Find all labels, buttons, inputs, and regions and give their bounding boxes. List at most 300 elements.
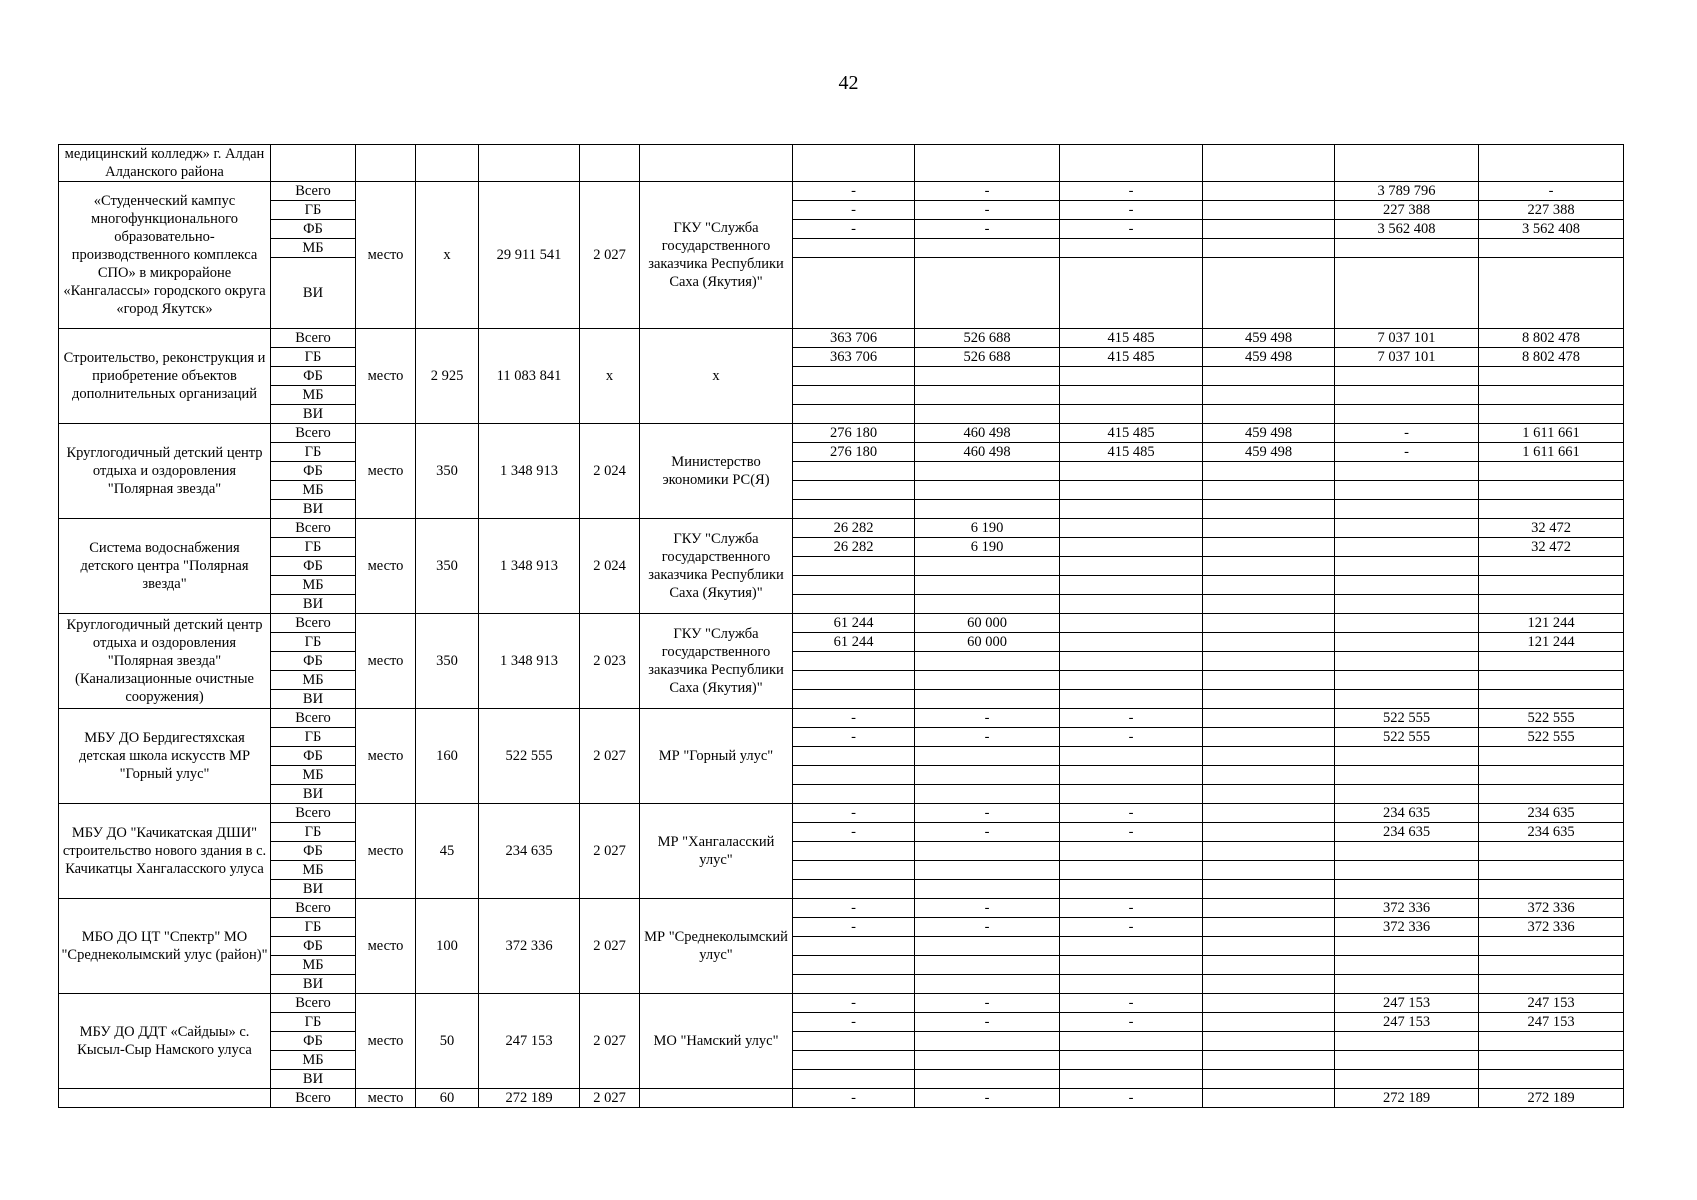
value-cell: 1 611 661 (1479, 424, 1624, 443)
value-cell (1203, 709, 1335, 728)
value-cell (1203, 633, 1335, 652)
value-cell (915, 557, 1060, 576)
year-cell: 2 027 (580, 182, 640, 329)
funding-source-cell: МБ (271, 671, 356, 690)
value-cell (793, 576, 915, 595)
unit-cell: место (356, 182, 416, 329)
object-name-cell (59, 1089, 271, 1108)
value-cell: - (1335, 424, 1479, 443)
table-row (59, 975, 1624, 994)
value-cell: - (1060, 1089, 1203, 1108)
value-cell: - (915, 1013, 1060, 1032)
value-cell (915, 258, 1060, 329)
value-cell: 26 282 (793, 519, 915, 538)
value-cell (1335, 557, 1479, 576)
value-cell (1203, 918, 1335, 937)
value-cell (1060, 1070, 1203, 1089)
value-cell: 247 153 (1479, 1013, 1624, 1032)
value-cell: - (915, 709, 1060, 728)
value-cell (1479, 842, 1624, 861)
value-cell (1060, 937, 1203, 956)
value-cell (1060, 1032, 1203, 1051)
value-cell (1335, 842, 1479, 861)
table-row (59, 937, 1624, 956)
funding-source-cell: МБ (271, 481, 356, 500)
value-cell (1479, 239, 1624, 258)
value-cell (1335, 671, 1479, 690)
capacity-cell: х (416, 182, 479, 329)
value-cell: 234 635 (1335, 804, 1479, 823)
value-cell (793, 975, 915, 994)
value-cell (915, 671, 1060, 690)
value-cell (1060, 671, 1203, 690)
cost-cell: 1 348 913 (479, 424, 580, 519)
value-cell (1060, 557, 1203, 576)
value-cell (1335, 1070, 1479, 1089)
value-cell: 3 562 408 (1479, 220, 1624, 239)
funding-source-cell: ВИ (271, 405, 356, 424)
value-cell: - (793, 1013, 915, 1032)
empty-cell (479, 145, 580, 182)
unit-cell: место (356, 709, 416, 804)
value-cell: - (793, 918, 915, 937)
value-cell (915, 386, 1060, 405)
empty-cell (356, 145, 416, 182)
value-cell: 276 180 (793, 443, 915, 462)
value-cell (1479, 367, 1624, 386)
value-cell (793, 1070, 915, 1089)
funding-source-cell: ФБ (271, 652, 356, 671)
value-cell (1203, 956, 1335, 975)
value-cell (915, 880, 1060, 899)
value-cell (915, 462, 1060, 481)
value-cell: - (1060, 918, 1203, 937)
value-cell (1203, 367, 1335, 386)
value-cell (915, 1051, 1060, 1070)
value-cell (1335, 595, 1479, 614)
customer-cell: ГКУ "Служба государственного заказчика Республики Саха (Якутия)" (640, 182, 793, 329)
cost-cell: 11 083 841 (479, 329, 580, 424)
value-cell: 522 555 (1479, 728, 1624, 747)
funding-source-cell: ВИ (271, 500, 356, 519)
value-cell (1060, 405, 1203, 424)
value-cell: 121 244 (1479, 633, 1624, 652)
value-cell (1203, 595, 1335, 614)
funding-source-cell: ГБ (271, 348, 356, 367)
funding-source-cell: ФБ (271, 220, 356, 239)
table-row (59, 1070, 1624, 1089)
value-cell (1060, 842, 1203, 861)
cost-cell: 1 348 913 (479, 614, 580, 709)
customer-cell: МР "Хангаласский улус" (640, 804, 793, 899)
value-cell: 526 688 (915, 348, 1060, 367)
table-row (59, 747, 1624, 766)
value-cell (1335, 462, 1479, 481)
value-cell (915, 842, 1060, 861)
value-cell (915, 367, 1060, 386)
value-cell: - (915, 804, 1060, 823)
funding-source-cell: МБ (271, 386, 356, 405)
funding-source-cell: Всего (271, 614, 356, 633)
value-cell (915, 937, 1060, 956)
customer-cell: ГКУ "Служба государственного заказчика Республики Саха (Якутия)" (640, 519, 793, 614)
unit-cell: место (356, 1089, 416, 1108)
funding-source-cell: Всего (271, 424, 356, 443)
value-cell (1203, 975, 1335, 994)
value-cell (1203, 899, 1335, 918)
value-cell: - (793, 182, 915, 201)
table-row (59, 766, 1624, 785)
value-cell (1060, 956, 1203, 975)
value-cell (915, 500, 1060, 519)
value-cell (793, 880, 915, 899)
year-cell: 2 027 (580, 1089, 640, 1108)
value-cell (1479, 747, 1624, 766)
value-cell (915, 1032, 1060, 1051)
value-cell (1335, 614, 1479, 633)
capacity-cell: 45 (416, 804, 479, 899)
table-row (59, 239, 1624, 258)
value-cell (1203, 690, 1335, 709)
value-cell (1479, 557, 1624, 576)
value-cell (1060, 690, 1203, 709)
empty-cell (416, 145, 479, 182)
table-row (59, 842, 1624, 861)
value-cell (793, 1032, 915, 1051)
funding-source-cell: ГБ (271, 918, 356, 937)
value-cell: 415 485 (1060, 348, 1203, 367)
value-cell: - (1060, 728, 1203, 747)
value-cell (1335, 880, 1479, 899)
value-cell (793, 785, 915, 804)
value-cell: - (915, 1089, 1060, 1108)
year-cell: 2 023 (580, 614, 640, 709)
value-cell: - (1060, 823, 1203, 842)
value-cell (1060, 481, 1203, 500)
value-cell (1479, 956, 1624, 975)
value-cell (1335, 519, 1479, 538)
value-cell (1203, 1013, 1335, 1032)
value-cell (1060, 766, 1203, 785)
value-cell (1479, 880, 1624, 899)
unit-cell: место (356, 994, 416, 1089)
value-cell (915, 239, 1060, 258)
value-cell (1203, 519, 1335, 538)
funding-source-cell: ГБ (271, 538, 356, 557)
value-cell (1203, 842, 1335, 861)
value-cell (1203, 239, 1335, 258)
table-row (59, 576, 1624, 595)
value-cell (1203, 481, 1335, 500)
value-cell (915, 861, 1060, 880)
table-row (59, 633, 1624, 652)
value-cell (1060, 1051, 1203, 1070)
table-row (59, 690, 1624, 709)
table-row (59, 652, 1624, 671)
unit-cell: место (356, 804, 416, 899)
value-cell (915, 481, 1060, 500)
value-cell (793, 861, 915, 880)
value-cell: 415 485 (1060, 424, 1203, 443)
value-cell (1479, 462, 1624, 481)
table-row (59, 348, 1624, 367)
table-row (59, 443, 1624, 462)
object-name-cell: «Студенческий кампус многофункционального образовательно-производственного комплекса СПО» в микрорайоне «Кангалассы» городского округа «город Якутск» (59, 182, 271, 329)
funding-source-cell: ГБ (271, 633, 356, 652)
value-cell (1335, 367, 1479, 386)
value-cell: 32 472 (1479, 519, 1624, 538)
value-cell: 363 706 (793, 329, 915, 348)
value-cell (1203, 671, 1335, 690)
customer-cell (640, 1089, 793, 1108)
table-row (59, 201, 1624, 220)
customer-cell: МО "Намский улус" (640, 994, 793, 1089)
funding-source-cell: ФБ (271, 842, 356, 861)
table-row (59, 329, 1624, 348)
value-cell (1335, 690, 1479, 709)
value-cell: 363 706 (793, 348, 915, 367)
value-cell (915, 652, 1060, 671)
object-name-cell: Система водоснабжения детского центра "Полярная звезда" (59, 519, 271, 614)
value-cell: - (1479, 182, 1624, 201)
value-cell: 61 244 (793, 633, 915, 652)
value-cell (1479, 652, 1624, 671)
value-cell (1203, 220, 1335, 239)
value-cell (915, 690, 1060, 709)
cost-cell: 1 348 913 (479, 519, 580, 614)
value-cell (1060, 258, 1203, 329)
table-row (59, 500, 1624, 519)
value-cell: 32 472 (1479, 538, 1624, 557)
value-cell: 227 388 (1479, 201, 1624, 220)
value-cell: 272 189 (1479, 1089, 1624, 1108)
funding-source-cell: ГБ (271, 823, 356, 842)
value-cell (1203, 937, 1335, 956)
table-body (59, 145, 1624, 1108)
table-row (59, 481, 1624, 500)
value-cell (793, 937, 915, 956)
value-cell (1335, 386, 1479, 405)
empty-cell (1335, 145, 1479, 182)
value-cell: - (915, 899, 1060, 918)
value-cell: 372 336 (1335, 899, 1479, 918)
value-cell (793, 766, 915, 785)
funding-source-cell: МБ (271, 956, 356, 975)
table-row (59, 405, 1624, 424)
funding-source-cell: ГБ (271, 1013, 356, 1032)
value-cell (793, 258, 915, 329)
value-cell (1060, 367, 1203, 386)
value-cell (1335, 258, 1479, 329)
funding-source-cell: Всего (271, 709, 356, 728)
value-cell (1060, 861, 1203, 880)
value-cell: 459 498 (1203, 348, 1335, 367)
value-cell: 272 189 (1335, 1089, 1479, 1108)
value-cell (1335, 500, 1479, 519)
cost-cell: 29 911 541 (479, 182, 580, 329)
value-cell (1203, 1032, 1335, 1051)
table-row (59, 424, 1624, 443)
value-cell (1203, 747, 1335, 766)
value-cell (1203, 1089, 1335, 1108)
table-row (59, 956, 1624, 975)
funding-source-cell: Всего (271, 994, 356, 1013)
value-cell (915, 576, 1060, 595)
value-cell (793, 1051, 915, 1070)
funding-source-cell: ВИ (271, 785, 356, 804)
value-cell: - (793, 220, 915, 239)
value-cell (1335, 576, 1479, 595)
year-cell: 2 027 (580, 899, 640, 994)
funding-source-cell: ФБ (271, 1032, 356, 1051)
value-cell (793, 500, 915, 519)
value-cell (1203, 785, 1335, 804)
value-cell (793, 557, 915, 576)
value-cell (1203, 201, 1335, 220)
value-cell: 522 555 (1335, 728, 1479, 747)
table-row (59, 728, 1624, 747)
value-cell: - (793, 804, 915, 823)
table-row (59, 1032, 1624, 1051)
value-cell (1203, 576, 1335, 595)
table-row (59, 1089, 1624, 1108)
value-cell: - (915, 201, 1060, 220)
funding-source-cell: ФБ (271, 557, 356, 576)
value-cell (1479, 690, 1624, 709)
funding-source-cell: МБ (271, 861, 356, 880)
value-cell (1203, 804, 1335, 823)
funding-source-cell: ГБ (271, 728, 356, 747)
cost-cell: 372 336 (479, 899, 580, 994)
table-row (59, 614, 1624, 633)
funding-source-cell: ВИ (271, 1070, 356, 1089)
value-cell (1060, 747, 1203, 766)
value-cell: - (793, 899, 915, 918)
customer-cell: ГКУ "Служба государственного заказчика Республики Саха (Якутия)" (640, 614, 793, 709)
value-cell: 415 485 (1060, 443, 1203, 462)
value-cell (1479, 481, 1624, 500)
value-cell (915, 405, 1060, 424)
value-cell (1203, 500, 1335, 519)
capacity-cell: 350 (416, 614, 479, 709)
value-cell: - (1060, 220, 1203, 239)
value-cell (1203, 1070, 1335, 1089)
value-cell (1203, 614, 1335, 633)
value-cell (915, 766, 1060, 785)
funding-source-cell: ВИ (271, 258, 356, 329)
value-cell (1335, 239, 1479, 258)
value-cell (793, 652, 915, 671)
value-cell (793, 239, 915, 258)
funding-source-cell: МБ (271, 239, 356, 258)
value-cell (1335, 937, 1479, 956)
funding-source-cell: ГБ (271, 201, 356, 220)
value-cell: - (793, 201, 915, 220)
funding-source-cell: ФБ (271, 937, 356, 956)
unit-cell: место (356, 329, 416, 424)
value-cell (793, 386, 915, 405)
funding-source-cell: Всего (271, 804, 356, 823)
value-cell (1203, 823, 1335, 842)
table-row (59, 557, 1624, 576)
value-cell (1060, 500, 1203, 519)
year-cell: 2 027 (580, 994, 640, 1089)
value-cell (793, 842, 915, 861)
value-cell: - (1335, 443, 1479, 462)
table-row (59, 595, 1624, 614)
continuation-row (59, 145, 1624, 182)
value-cell (1479, 500, 1624, 519)
value-cell: 459 498 (1203, 329, 1335, 348)
empty-cell (271, 145, 356, 182)
year-cell: 2 024 (580, 519, 640, 614)
value-cell (793, 462, 915, 481)
capacity-cell: 2 925 (416, 329, 479, 424)
empty-cell (1060, 145, 1203, 182)
value-cell (1203, 880, 1335, 899)
value-cell (1203, 557, 1335, 576)
table-row (59, 861, 1624, 880)
value-cell (1479, 576, 1624, 595)
funding-source-cell: Всего (271, 899, 356, 918)
value-cell: 7 037 101 (1335, 348, 1479, 367)
table-row (59, 220, 1624, 239)
value-cell (1060, 633, 1203, 652)
value-cell (1203, 728, 1335, 747)
value-cell (915, 595, 1060, 614)
value-cell (1479, 975, 1624, 994)
value-cell: - (915, 918, 1060, 937)
value-cell (1335, 861, 1479, 880)
value-cell: - (915, 220, 1060, 239)
value-cell (1479, 1070, 1624, 1089)
capacity-cell: 350 (416, 519, 479, 614)
customer-cell: х (640, 329, 793, 424)
value-cell (1203, 652, 1335, 671)
table-row (59, 258, 1624, 329)
value-cell (1060, 614, 1203, 633)
value-cell (1060, 975, 1203, 994)
value-cell (1479, 785, 1624, 804)
value-cell (793, 956, 915, 975)
table-row (59, 899, 1624, 918)
value-cell (915, 956, 1060, 975)
value-cell (1060, 462, 1203, 481)
value-cell (1479, 766, 1624, 785)
unit-cell: место (356, 899, 416, 994)
value-cell (1335, 652, 1479, 671)
value-cell (1479, 861, 1624, 880)
funding-source-cell: ФБ (271, 462, 356, 481)
value-cell (1335, 975, 1479, 994)
table-row (59, 709, 1624, 728)
value-cell (1060, 880, 1203, 899)
value-cell: - (793, 823, 915, 842)
value-cell: 460 498 (915, 443, 1060, 462)
funding-source-cell: ВИ (271, 975, 356, 994)
empty-cell (793, 145, 915, 182)
value-cell: - (793, 1089, 915, 1108)
value-cell: 61 244 (793, 614, 915, 633)
value-cell: - (1060, 1013, 1203, 1032)
value-cell: 3 789 796 (1335, 182, 1479, 201)
year-cell: 2 027 (580, 804, 640, 899)
value-cell (1203, 1051, 1335, 1070)
empty-cell (580, 145, 640, 182)
value-cell (915, 1070, 1060, 1089)
customer-cell: МР "Горный улус" (640, 709, 793, 804)
value-cell (1203, 994, 1335, 1013)
